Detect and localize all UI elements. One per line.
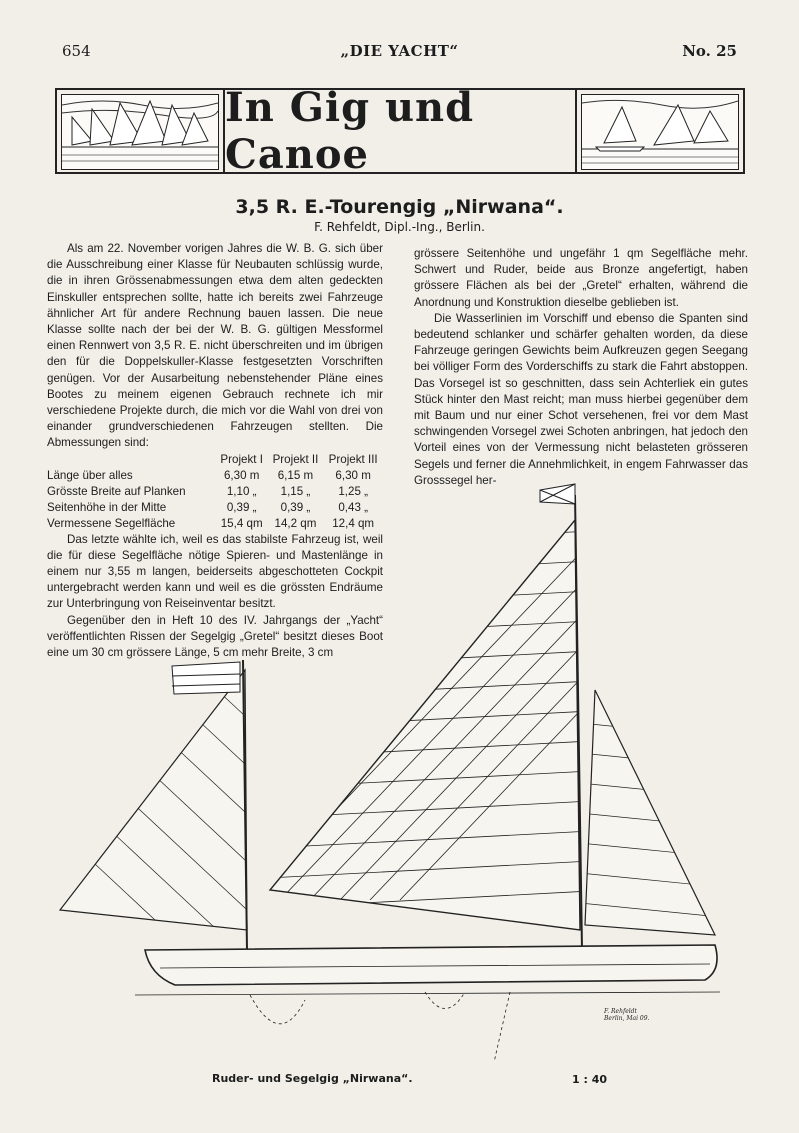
table-cell: 15,4 qm	[220, 516, 263, 530]
table-cell: Grösste Breite auf Planken	[47, 484, 186, 498]
table-cell: 1,10 „	[226, 484, 257, 498]
sailboats-illustration-left	[61, 94, 219, 170]
page-number: 654	[62, 42, 91, 60]
running-header	[0, 42, 799, 66]
paragraph: Das letzte wählte ich, weil es das stabilste Fahrzeug ist, weil die für diese Segelfläche nötige Spieren- und Mastenlänge in einem nur 3,55 m langen, beiderseits abgeschotteten Cockpit untergebracht werden kann und weil es die grössten Endräume zur Unterbringung von Reiseinventar besitzt.	[47, 532, 383, 611]
right-column	[414, 246, 748, 489]
signature-line: Berlin, Mai 09.	[604, 1015, 650, 1022]
table-cell: 6,30 m	[335, 468, 371, 482]
table-header-row	[47, 452, 383, 468]
figure-scale: 1 : 40	[572, 1073, 608, 1086]
paragraph: Gegenüber den in Heft 10 des IV. Jahrgangs der „Yacht“ veröffentlichten Rissen der Segelgig „Gretel“ besitzt dieses Boot eine um 30 cm grössere Länge, 5 cm mehr Breite, 3 cm	[47, 613, 383, 660]
issue-number: No. 25	[682, 42, 737, 60]
table-cell: 0,39 „	[226, 500, 257, 514]
draftsman-signature	[604, 1008, 649, 1022]
paragraph: Die Wasserlinien im Vorschiff und ebenso die Spanten sind bedeutend schlanker und schärfer gehalten worden, da diese Fahrzeuge geringen Gewichts beim Aufkreuzen gegen Seegang bei völliger Form des Vorderschiffs zu stark die Fahrt abstoppen. Das Vorsegel ist so geschnitten, dass sein Achterliek ein gutes Stück hinter den Mast reicht; man muss hierbei gegenüber dem mit Baum und nur einer Schot versehenen, frei vor dem Mast schwingenden Vorsegel zwei Schoten anbringen, hat jedoch den Vorteil eines von der Vermessung nicht belasteten grösseren Segels und ferner die Annehmlichkeit, in engem Fahrwasser das Grosssegel her-	[414, 311, 748, 487]
table-cell: Seitenhöhe in der Mitte	[47, 500, 167, 514]
table-header	[47, 452, 216, 468]
table-cell: 1,25 „	[338, 484, 368, 498]
table-cell: 6,15 m	[277, 468, 314, 482]
figure-caption: Ruder- und Segelgig „Nirwana“.	[212, 1072, 413, 1085]
article-author: F. Rehfeldt, Dipl.-Ing., Berlin.	[314, 220, 485, 234]
table-cell: 0,43 „	[338, 500, 368, 514]
paragraph: Als am 22. November vorigen Jahres die W. B. G. sich über die Ausschreibung einer Klasse für Neubauten schlüssig wurde, die in ihren Grössenabmessungen etwa dem alten gedeckten Einskuller entsprechen sollte, hatte ich bereits zwei Fahrzeuge ähnlicher Art für andere Rechnung bauen lassen. Die neue Klasse sollte nach der bei der W. B. G. gültigen Messformel einen Rennwert von 3,5 R. E. nicht überschreiten und im übrigen den für die Doppelskuller-Klasse festgesetzten Vorschriften genügen. Vor der Ausarbeitung nebenstehender Pläne eines Bootes zu meinem eigenen Gebrauch rechnete ich mir verschiedene Projekte durch, die mich vor die Wahl von drei von einander grundverschiedenen Fahrzeugen stellten. Die Abmessungen sind:	[47, 242, 383, 450]
table-cell: Länge über alles	[47, 468, 133, 482]
table-cell: Vermessene Segelfläche	[47, 516, 176, 530]
table-header: Projekt III	[328, 452, 378, 466]
hull	[135, 945, 720, 1060]
section-banner	[55, 84, 745, 178]
paragraph: grössere Seitenhöhe und ungefähr 1 qm Segelfläche mehr. Schwert und Ruder, beide aus Bronze angefertigt, haben grössere Flächen als bei der „Gretel“ erhalten, während die Anordnung und Konstruktion dieselbe geblieben ist.	[414, 247, 748, 309]
table-cell: 12,4 qm	[332, 516, 375, 530]
sailboats-illustration-right	[581, 94, 739, 170]
table-cell: 0,39 „	[280, 500, 311, 514]
table-cell: 14,2 qm	[274, 516, 317, 530]
sail-plan-drawing	[50, 480, 750, 1060]
signature-line: F. Rehfeldt	[604, 1008, 637, 1015]
table-cell: 1,15 „	[280, 484, 311, 498]
article-title: 3,5 R. E.-Tourengig „Nirwana“.	[235, 196, 564, 218]
table-header: Projekt II	[272, 452, 319, 466]
banner-title: In Gig und Canoe	[223, 90, 577, 172]
magazine-title: „DIE YACHT“	[340, 42, 459, 60]
table-header: Projekt I	[220, 452, 263, 466]
table-cell: 6,30 m	[223, 468, 260, 482]
